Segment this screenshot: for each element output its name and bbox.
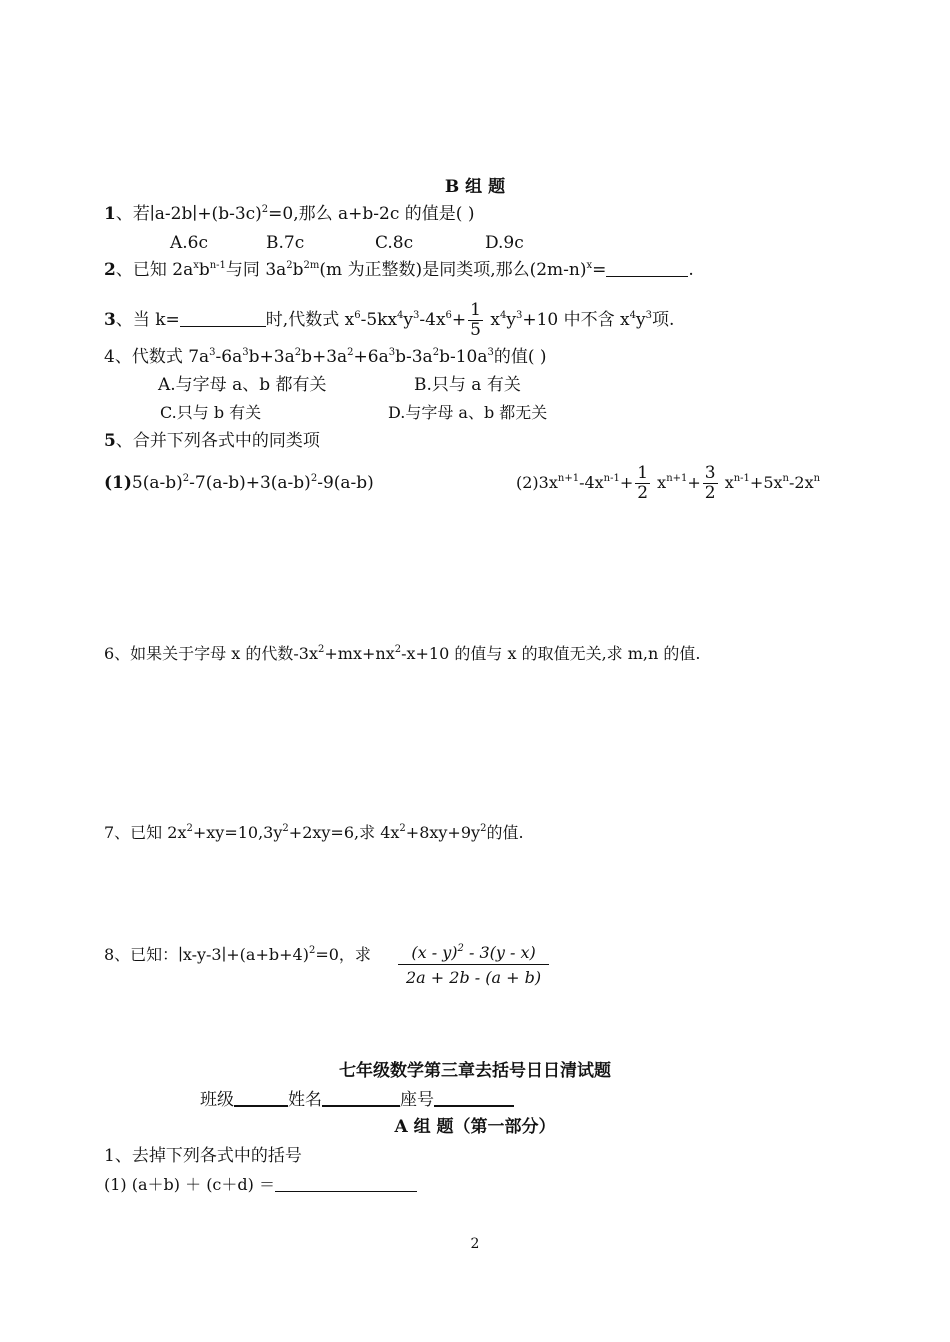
- exponent: 2: [394, 644, 402, 655]
- q2-text: b: [198, 260, 210, 280]
- exponent: n+1: [666, 473, 688, 484]
- q8-fraction: [398, 942, 549, 989]
- exponent: 2: [308, 945, 316, 956]
- q5-expr: 5(a-b): [131, 473, 183, 493]
- q1-option-d: D.9c: [485, 233, 524, 253]
- fraction-denominator: 5: [470, 320, 481, 340]
- q3-text: 时,代数式 x: [265, 310, 355, 330]
- exponent: 3: [487, 347, 494, 358]
- q2-text: (m 为正整数)是同类项,那么(2m-n): [319, 260, 587, 280]
- q3-text: -4x: [419, 310, 446, 330]
- q2-text: 与同 3a: [225, 260, 287, 280]
- question-1: [104, 203, 474, 225]
- group-a-title: A 组 题（第一部分）: [394, 1117, 556, 1137]
- q2-text: =: [592, 260, 607, 280]
- q5-expr: (2)3x: [516, 473, 558, 492]
- q7-text: +2xy=6,求 4x: [288, 823, 400, 842]
- answer-blank[interactable]: [606, 260, 688, 277]
- q5-text: 、合并下列各式中的同类项: [115, 431, 320, 451]
- q2-text: .: [688, 260, 694, 280]
- exponent: 2: [294, 347, 302, 358]
- q8-text: =0，求: [315, 945, 371, 964]
- exponent: n-1: [733, 473, 750, 484]
- group-b-title: B 组 题: [444, 177, 506, 197]
- q4-text: 的值( ): [493, 347, 547, 367]
- exponent: 2: [310, 473, 318, 484]
- fraction: [635, 464, 650, 503]
- question-number: 2: [104, 260, 116, 280]
- exponent: 2: [182, 473, 190, 484]
- q5-expr: +: [687, 473, 701, 492]
- fraction-denominator: 2: [704, 483, 716, 503]
- exponent: 2: [399, 823, 406, 834]
- q1-text-end: =0,那么 a+b-2c 的值是( ): [268, 204, 475, 224]
- q3-text: +10 中不含 x: [522, 310, 630, 330]
- section-title: 七年级数学第三章去括号日日清试题: [339, 1061, 611, 1081]
- q4-text: b+3a: [301, 347, 348, 367]
- q3-text: 项.: [652, 310, 675, 330]
- q5-part-1: [104, 472, 374, 494]
- fraction-numerator: 3: [704, 463, 716, 483]
- answer-blank[interactable]: [275, 1175, 417, 1192]
- fraction-numerator: 1: [637, 463, 649, 483]
- fraction: [703, 464, 718, 503]
- q3-text: -5kx: [360, 310, 398, 330]
- class-field[interactable]: [234, 1089, 288, 1107]
- class-label: 班级: [200, 1090, 234, 1110]
- exponent: 3: [242, 347, 249, 358]
- q1-option-c: C.8c: [375, 233, 414, 253]
- exponent: 4: [500, 310, 507, 321]
- q4-text: 4、代数式 7a: [104, 347, 210, 367]
- q3-text: y: [506, 310, 516, 330]
- page-number: 2: [470, 1236, 480, 1252]
- q4-option-c: C.只与 b 有关: [160, 403, 262, 422]
- student-info-line: [200, 1089, 514, 1111]
- q5-expr: -4x: [579, 473, 604, 492]
- s2-q1-1-text: (1) (a＋b) ＋ (c＋d) ＝: [104, 1175, 275, 1194]
- exponent: 2: [286, 260, 293, 271]
- exponent: 2: [318, 644, 325, 655]
- exponent: n-1: [603, 473, 620, 484]
- exponent: 3: [209, 347, 216, 358]
- q7-text: 7、已知 2x: [104, 823, 187, 842]
- question-3: [104, 300, 674, 340]
- q5-expr: -2x: [788, 473, 814, 492]
- exponent: 2: [432, 347, 440, 358]
- q6-text: 6、如果关于字母 x 的代数-3x: [104, 644, 318, 663]
- fraction-denominator: 2: [637, 483, 649, 503]
- exponent: n: [782, 473, 789, 484]
- exponent: 4: [397, 310, 404, 321]
- q3-text: y: [636, 310, 646, 330]
- q5-part-2: [516, 462, 820, 504]
- question-2: [104, 259, 694, 281]
- answer-blank[interactable]: [180, 310, 266, 327]
- exponent: 2: [347, 347, 354, 358]
- q7-text: +8xy+9y: [405, 823, 481, 842]
- q5-expr: -9(a-b): [317, 473, 374, 493]
- name-label: 姓名: [288, 1090, 322, 1110]
- q4-option-a: A.与字母 a、b 都有关: [158, 375, 327, 395]
- exponent: 3: [388, 347, 396, 358]
- section2-question-1: 1、去掉下列各式中的括号: [104, 1146, 302, 1166]
- q2-text: 、已知 2a: [115, 260, 194, 280]
- fraction-denominator: 2a + 2b - (a + b): [398, 964, 549, 989]
- question-4: [104, 346, 547, 368]
- q4-text: -6a: [215, 347, 243, 367]
- fraction: [468, 301, 483, 340]
- question-number: 3: [104, 310, 116, 330]
- exponent: n: [813, 473, 821, 484]
- q3-text: x: [485, 310, 500, 330]
- q3-text: 、当 k=: [115, 310, 180, 330]
- q4-option-b: B.只与 a 有关: [414, 375, 521, 395]
- exponent: 2: [261, 204, 269, 215]
- q4-text: b+3a: [248, 347, 295, 367]
- fraction-numerator: [398, 942, 549, 964]
- q1-text: 、若∣a-2b∣+(b-3c): [115, 204, 262, 224]
- q4-text: +6a: [353, 347, 389, 367]
- q7-text: +xy=10,3y: [192, 823, 283, 842]
- exponent: n-1: [209, 260, 226, 271]
- exponent: 2: [480, 823, 487, 834]
- exponent: 2: [282, 823, 289, 834]
- exponent: 2m: [303, 260, 320, 271]
- q8-num: (x - y): [411, 943, 458, 962]
- exponent: 3: [515, 310, 523, 321]
- part-label: (1): [104, 473, 132, 493]
- exponent: 4: [629, 310, 637, 321]
- exponent: 2: [186, 823, 193, 834]
- exponent: 6: [354, 310, 361, 321]
- q8-num: - 3(y - x): [463, 943, 536, 962]
- exponent: n+1: [557, 473, 580, 484]
- q4-text: b-10a: [439, 347, 488, 367]
- name-field[interactable]: [322, 1089, 400, 1107]
- q1-option-a: A.6c: [170, 233, 209, 253]
- exponent: x: [193, 260, 199, 271]
- q5-expr: -7(a-b)+3(a-b): [189, 473, 311, 493]
- seat-field[interactable]: [434, 1089, 514, 1107]
- question-5: [104, 430, 320, 452]
- q4-text: b-3a: [395, 347, 433, 367]
- question-number: 1: [104, 204, 116, 224]
- q5-expr: +5x: [749, 473, 783, 492]
- question-7: [104, 822, 524, 844]
- exponent: 3: [645, 310, 652, 321]
- q3-text: +: [451, 310, 467, 330]
- seat-label: 座号: [400, 1090, 434, 1110]
- q4-option-d: D.与字母 a、b 都无关: [388, 403, 548, 422]
- q6-text: -x+10 的值与 x 的取值无关,求 m,n 的值.: [401, 644, 701, 663]
- q5-expr: x: [719, 473, 734, 492]
- q5-expr: +: [619, 473, 634, 492]
- exponent: 3: [413, 310, 420, 321]
- exponent: 2: [457, 943, 464, 954]
- q2-text: b: [292, 260, 304, 280]
- question-8: [104, 944, 371, 966]
- exponent: x: [586, 260, 593, 271]
- section2-question-1-part-1: [104, 1174, 417, 1196]
- q7-text: 的值.: [486, 823, 524, 842]
- question-number: 5: [104, 431, 116, 451]
- q8-text: 8、已知：∣x-y-3∣+(a+b+4): [104, 945, 309, 964]
- q5-expr: x: [652, 473, 667, 492]
- q6-text: +mx+nx: [324, 644, 395, 663]
- q1-option-b: B.7c: [266, 233, 305, 253]
- question-6: [104, 643, 700, 665]
- fraction-numerator: 1: [470, 300, 481, 320]
- q3-text: y: [403, 310, 414, 330]
- exponent: 6: [445, 310, 452, 321]
